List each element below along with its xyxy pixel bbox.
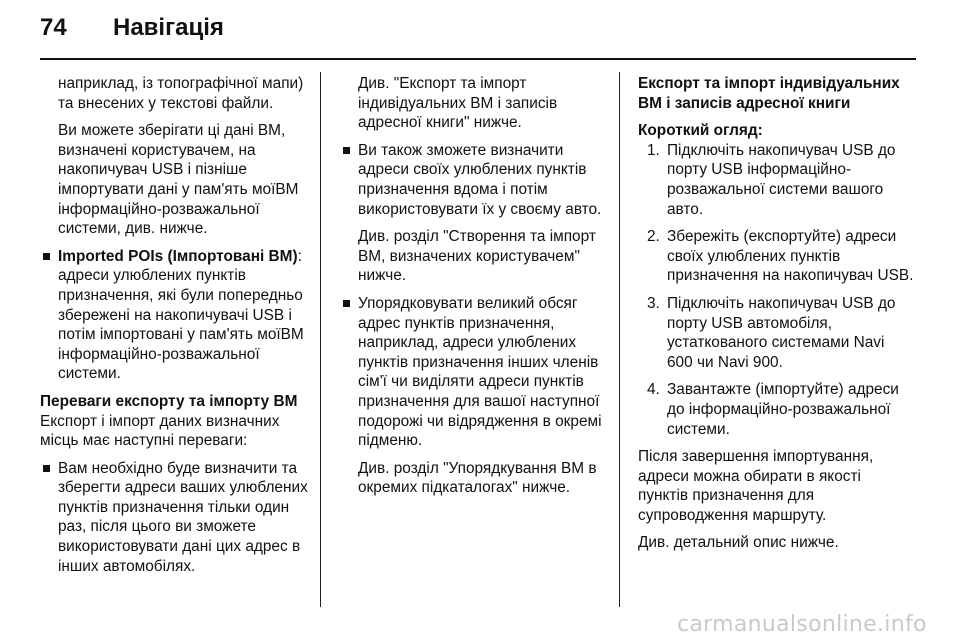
section-heading: Експорт та імпорт індивідуальних ВМ і записів адресної книги <box>638 75 900 112</box>
numbered-step <box>638 141 914 219</box>
bullet-item: Ви також зможете визначити адреси своїх улюблених пунктів призначення вдома і потім використовувати їх у своєму авто. <box>340 141 608 219</box>
paragraph: Ви можете зберігати ці дані ВМ, визначені користувачем, на накопичувач USB і пізніше імпортувати дані у пам'ять моїВМ інформаційно-розважальної системи, див. нижче. <box>58 122 299 238</box>
watermark: carmanualsonline.info <box>677 612 927 637</box>
sub-heading: Короткий огляд: <box>638 122 763 140</box>
paragraph: Експорт і імпорт даних визначних місць має наступні переваги: <box>40 412 280 450</box>
paragraph: Після завершення імпортування, адреси можна обирати в якості пунктів призначення для супроводження маршруту. <box>638 448 874 524</box>
column-middle <box>340 74 608 498</box>
step-number: 1. <box>647 141 660 159</box>
bullet-item: Вам необхідно буде визначити та зберегти адреси ваших улюблених пунктів призначення тільки один раз, після цього ви зможете використовувати дані цих адрес в інших автомобілях. <box>40 459 308 577</box>
page-title: Навігація <box>113 14 224 41</box>
bullet-term: Imported POIs (Імпортовані ВМ) <box>58 247 298 265</box>
bullet-item: Упорядковувати великий обсяг адрес пунктів призначення, наприклад, адреси улюблених пунктів призначення інших членів сім'ї чи виділяти адреси пунктів призначення для вашої наступної подорожі чи відрядження в окремі підменю. <box>340 294 608 451</box>
paragraph: Див. розділ "Упорядкування ВМ в окремих підкаталогах" нижче. <box>358 459 597 497</box>
step-number: 2. <box>647 228 660 246</box>
paragraph: Див. розділ "Створення та імпорт ВМ, визначених користувачем" нижче. <box>358 228 596 285</box>
numbered-step <box>638 380 914 439</box>
column-divider-2 <box>619 72 620 607</box>
bullet-item <box>40 247 308 384</box>
column-right <box>638 74 914 553</box>
step-text: Підключіть накопичувач USB до порту USB автомобіля, устаткованого системами Navi 600 чи Navi 900. <box>667 294 896 371</box>
column-divider-1 <box>320 72 321 607</box>
bullet-text: : адреси улюблених пунктів призначення, які були попередньо збережені на накопичувачі USB і потім імпортовані у пам'ять моїВМ інформаційно-розважальної системи. <box>58 247 304 383</box>
column-left <box>40 74 308 576</box>
step-text: Збережіть (експортуйте) адреси своїх улюблених пунктів призначення на накопичувач USB. <box>667 228 914 285</box>
page-number: 74 <box>40 14 67 41</box>
paragraph: Див. детальний опис нижче. <box>638 534 839 552</box>
step-number: 4. <box>647 381 660 399</box>
step-text: Підключіть накопичувач USB до порту USB інформаційно-розважальної системи вашого авто. <box>667 141 896 218</box>
step-text: Завантажте (імпортуйте) адреси до інформаційно-розважальної системи. <box>667 381 899 438</box>
step-number: 3. <box>647 294 660 312</box>
numbered-step <box>638 227 914 286</box>
header-rule <box>40 58 916 60</box>
section-heading: Переваги експорту та імпорту ВМ <box>40 392 298 410</box>
numbered-step <box>638 294 914 372</box>
paragraph: наприклад, із топографічної мапи) та внесених у текстові файли. <box>58 75 304 112</box>
paragraph: Див. "Експорт та імпорт індивідуальних ВМ і записів адресної книги" нижче. <box>358 75 558 132</box>
